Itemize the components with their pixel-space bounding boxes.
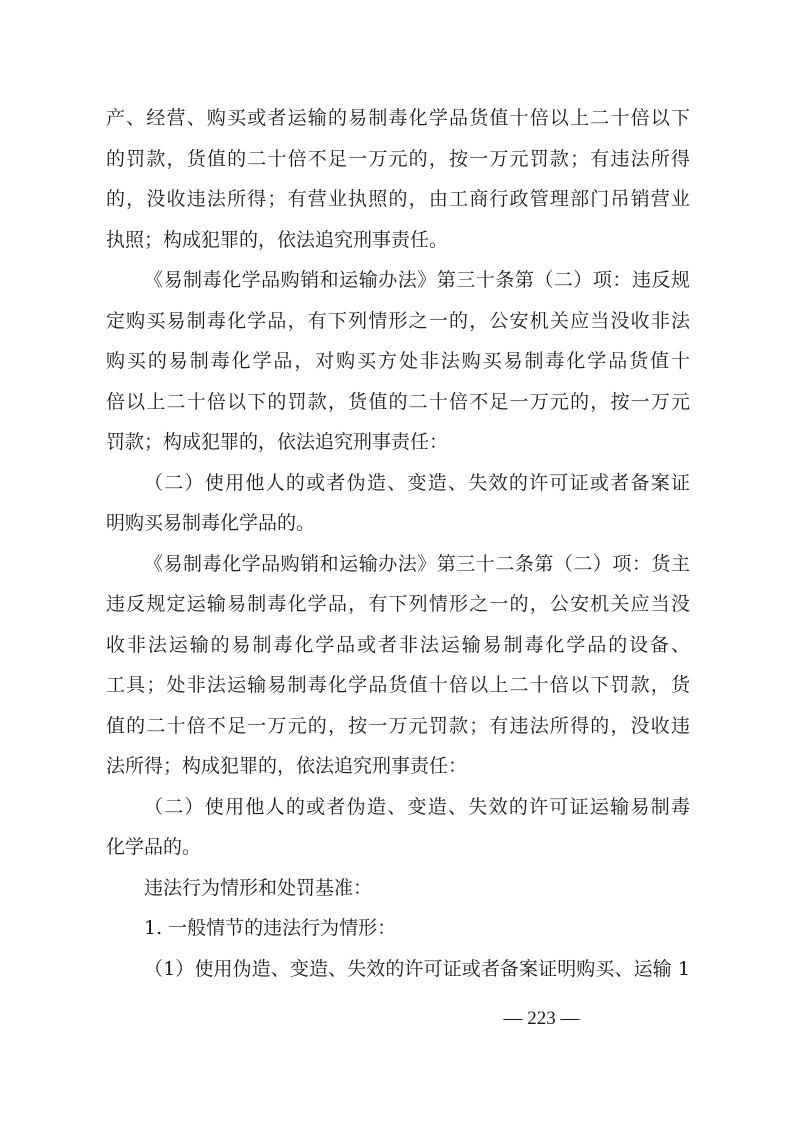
text-line: 收非法运输的易制毒化学品或者非法运输易制毒化学品的设备、 — [106, 633, 690, 656]
text-line: （二）使用他人的或者伪造、变造、失效的许可证运输易制毒 — [144, 795, 690, 818]
text-line: 的，没收违法所得；有营业执照的，由工商行政管理部门吊销营业 — [106, 188, 690, 210]
page-number: — 223 — — [503, 1008, 580, 1029]
text-line: 定购买易制毒化学品，有下列情形之一的，公安机关应当没收非法 — [106, 309, 690, 332]
text-line: 罚款；构成犯罪的，依法追究刑事责任： — [106, 431, 449, 453]
document-body — [106, 98, 690, 989]
text-line: 购买的易制毒化学品，对购买方处非法购买易制毒化学品货值十 — [106, 350, 690, 372]
text-line: 《易制毒化学品购销和运输办法》第三十二条第（二）项：货主 — [144, 552, 690, 575]
text-line: 工具；处非法运输易制毒化学品货值十倍以上二十倍以下罚款，货 — [106, 674, 690, 696]
text-line: 1. 一般情节的违法行为情形： — [144, 917, 397, 939]
text-line: 明购买易制毒化学品的。 — [106, 512, 316, 534]
text-line: 法所得；构成犯罪的，依法追究刑事责任： — [106, 755, 468, 777]
text-line: 执照；构成犯罪的，依法追究刑事责任。 — [106, 228, 449, 251]
text-line: （1）使用伪造、变造、失效的许可证或者备案证明购买、运输 1 — [144, 957, 690, 980]
text-line: 倍以上二十倍以下的罚款，货值的二十倍不足一万元的，按一万元 — [106, 390, 690, 413]
text-line: 《易制毒化学品购销和运输办法》第三十条第（二）项：违反规 — [144, 269, 690, 291]
text-line: 化学品的。 — [106, 836, 202, 858]
text-line: 违法行为情形和处罚基准： — [144, 876, 373, 899]
text-line: 值的二十倍不足一万元的，按一万元罚款；有违法所得的，没收违 — [106, 714, 690, 737]
text-line: 的罚款，货值的二十倍不足一万元的，按一万元罚款；有违法所得 — [106, 147, 690, 170]
text-line: 违反规定运输易制毒化学品，有下列情形之一的，公安机关应当没 — [106, 593, 690, 615]
text-line: （二）使用他人的或者伪造、变造、失效的许可证或者备案证 — [144, 471, 690, 494]
text-line: 产、经营、购买或者运输的易制毒化学品货值十倍以上二十倍以下 — [106, 107, 690, 129]
